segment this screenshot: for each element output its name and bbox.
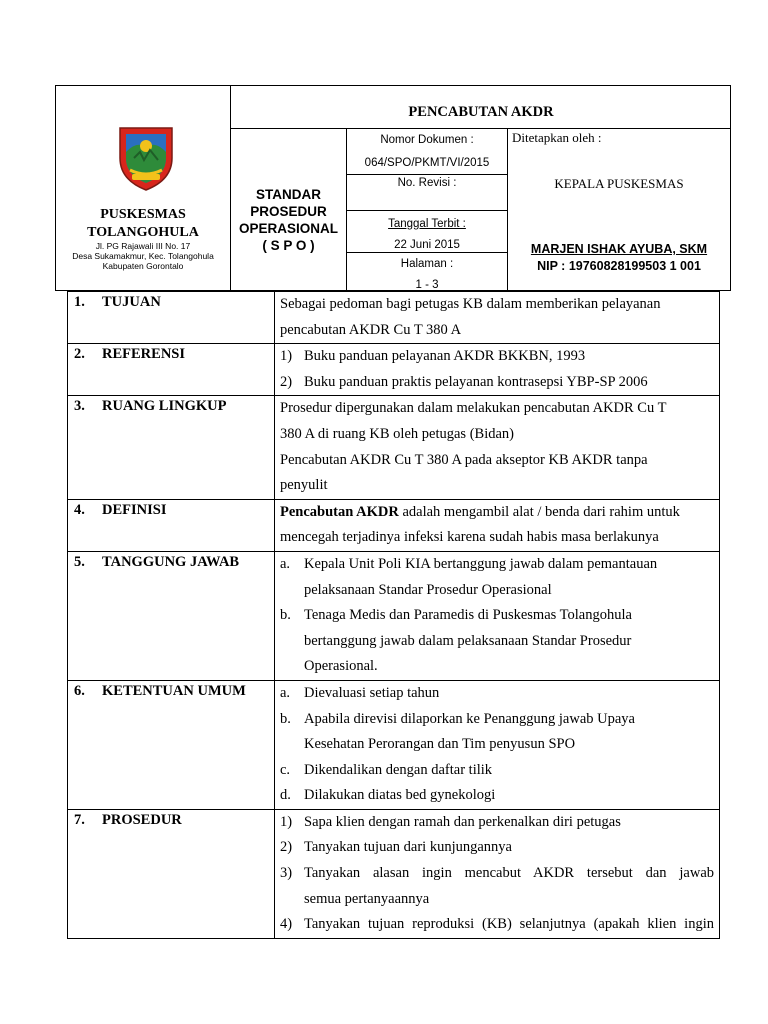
section-number: 7.	[74, 811, 85, 828]
section-text-line: Pencabutan AKDR Cu T 380 A pada akseptor KB AKDR tanpa	[280, 451, 648, 468]
section-text-line: pencabutan AKDR Cu T 380 A	[280, 321, 462, 338]
crest-logo-icon	[114, 122, 178, 192]
table-row	[68, 499, 720, 551]
list-text: semua pertanyaannya	[304, 890, 430, 907]
list-item	[280, 861, 714, 912]
nomor-dokumen-label: Nomor Dokumen :	[380, 134, 474, 146]
address-line2: Desa Sukamakmur, Kec. Tolangohula	[72, 251, 214, 261]
list-text: Tanyakan tujuan dari kunjungannya	[304, 839, 512, 856]
table-row	[68, 344, 720, 396]
tanggal-terbit-label: Tanggal Terbit :	[388, 218, 466, 230]
org-name-line2: TOLANGOHULA	[87, 225, 199, 240]
revisi-label: No. Revisi :	[397, 177, 457, 189]
section-label: REFERENSI	[102, 346, 185, 363]
tanggal-terbit-value: 22 Juni 2015	[394, 239, 460, 251]
list-text: bertanggung jawab dalam pelaksanaan Standar Prosedur	[304, 632, 632, 649]
kepala-puskesmas: KEPALA PUSKESMAS	[554, 176, 684, 191]
list-text: Tenaga Medis dan Paramedis di Puskesmas Tolangohula	[304, 607, 632, 624]
list-marker: d.	[280, 787, 291, 804]
section-text-line: Prosedur dipergunakan dalam melakukan pencabutan AKDR Cu T	[280, 400, 667, 417]
org-name-line1: PUSKESMAS	[100, 207, 186, 222]
section-label: RUANG LINGKUP	[102, 398, 227, 415]
list-item	[280, 344, 714, 370]
list-marker: 2)	[280, 839, 293, 856]
list-marker: b.	[280, 607, 291, 624]
list-item	[280, 783, 714, 809]
list-text: Kepala Unit Poli KIA bertanggung jawab dalam pemantauan	[304, 555, 658, 572]
address-line1: Jl. PG Rajawali III No. 17	[95, 241, 191, 251]
section-number: 3.	[74, 398, 85, 415]
section-text-line: mencegah terjadinya infeksi karena sudah habis masa berlakunya	[280, 529, 659, 546]
list-item	[280, 681, 714, 707]
section-text-line: penyulit	[280, 477, 328, 494]
list-marker: 1)	[280, 813, 293, 830]
signer-name: MARJEN ISHAK AYUBA, SKM	[530, 242, 708, 256]
list-marker: a.	[280, 555, 291, 572]
table-row	[68, 551, 720, 680]
halaman-label: Halaman :	[400, 258, 454, 270]
list-item	[280, 835, 714, 861]
list-text: Buku panduan praktis pelayanan kontrasepsi YBP-SP 2006	[304, 373, 648, 390]
list-item	[280, 603, 714, 680]
spo-line1: STANDAR	[256, 187, 321, 202]
list-item	[280, 707, 714, 758]
list-item	[280, 370, 714, 396]
section-number: 5.	[74, 553, 85, 570]
table-row	[68, 396, 720, 499]
ditetapkan-label: Ditetapkan oleh :	[512, 130, 602, 145]
spo-line4: ( S P O )	[262, 238, 315, 253]
section-number: 6.	[74, 682, 85, 699]
section-label: TANGGUNG JAWAB	[102, 553, 240, 570]
list-marker: 1)	[280, 348, 293, 365]
section-text-line: 380 A di ruang KB oleh petugas (Bidan)	[280, 425, 514, 442]
document-title: PENCABUTAN AKDR	[408, 104, 554, 120]
list-marker: 4)	[280, 916, 293, 933]
definition-text: adalah mengambil alat / benda dari rahim untuk	[398, 503, 680, 520]
table-row	[68, 809, 720, 938]
section-text-line: Sebagai pedoman bagi petugas KB dalam memberikan pelayanan	[280, 296, 661, 312]
definition-term: Pencabutan AKDR	[280, 503, 399, 520]
section-number: 2.	[74, 346, 85, 363]
address-line3: Kabupaten Gorontalo	[102, 261, 184, 271]
list-item	[280, 552, 714, 603]
spo-content-table	[67, 291, 720, 939]
halaman-value: 1 - 3	[415, 279, 439, 291]
list-text: pelaksanaan Standar Prosedur Operasional	[304, 581, 552, 598]
list-item	[280, 758, 714, 784]
nomor-dokumen-value: 064/SPO/PKMT/VI/2015	[364, 157, 490, 169]
signer-nip: NIP : 19760828199503 1 001	[537, 259, 701, 273]
section-label: DEFINISI	[102, 501, 167, 518]
table-row	[68, 292, 720, 344]
list-text: Dievaluasi setiap tahun	[304, 684, 440, 701]
spo-line2: PROSEDUR	[250, 204, 327, 219]
list-text: Dilakukan diatas bed gynekologi	[304, 787, 496, 804]
list-text: Tanyakan tujuan reproduksi (KB) selanjutnya (apakah klien ingin	[304, 916, 714, 933]
document-header	[55, 85, 731, 291]
list-text: Buku panduan pelayanan AKDR BKKBN, 1993	[304, 348, 586, 365]
list-marker: 2)	[280, 373, 293, 390]
list-text: Dikendalikan dengan daftar tilik	[304, 761, 493, 778]
list-text: Operasional.	[304, 658, 378, 675]
section-label: TUJUAN	[102, 294, 161, 310]
table-row	[68, 680, 720, 809]
list-marker: c.	[280, 761, 291, 778]
spo-line3: OPERASIONAL	[238, 221, 338, 236]
list-text: Tanyakan alasan ingin mencabut AKDR tersebut dan jawab	[304, 865, 714, 882]
section-number: 4.	[74, 501, 85, 518]
list-marker: 3)	[280, 865, 293, 882]
list-text: Apabila direvisi dilaporkan ke Penanggung jawab Upaya	[304, 710, 635, 727]
section-number: 1.	[74, 294, 85, 310]
list-marker: a.	[280, 684, 291, 701]
list-text: Kesehatan Perorangan dan Tim penyusun SPO	[304, 736, 576, 753]
list-item	[280, 912, 714, 938]
section-label: PROSEDUR	[102, 811, 182, 828]
list-text: Sapa klien dengan ramah dan perkenalkan diri petugas	[304, 813, 621, 830]
list-item	[280, 810, 714, 836]
list-marker: b.	[280, 710, 291, 727]
section-label: KETENTUAN UMUM	[102, 682, 246, 699]
